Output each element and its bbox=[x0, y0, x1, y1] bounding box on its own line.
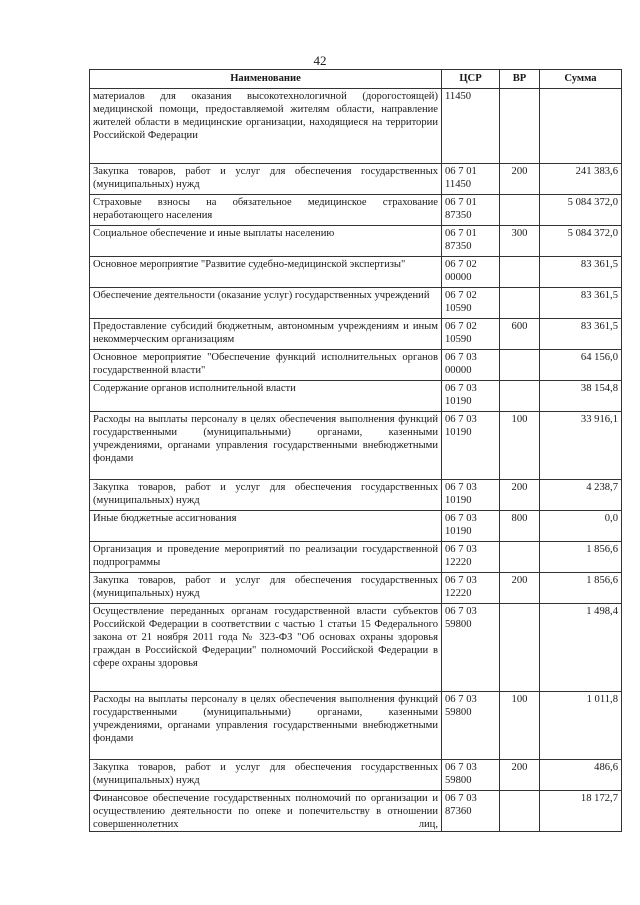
row-name: Страховые взносы на обязательное медицинское страхование неработающего населения bbox=[90, 195, 442, 226]
table-row bbox=[90, 692, 622, 760]
table-row bbox=[90, 195, 622, 226]
table-row bbox=[90, 511, 622, 542]
row-sum: 5 084 372,0 bbox=[540, 226, 622, 257]
row-sum: 1 856,6 bbox=[540, 573, 622, 604]
row-name: Закупка товаров, работ и услуг для обеспечения государственных (муниципальных) нужд bbox=[90, 164, 442, 195]
row-vr bbox=[500, 257, 540, 288]
row-csr: 06 7 03 10190 bbox=[442, 412, 500, 480]
table-row bbox=[90, 573, 622, 604]
row-csr: 06 7 03 10190 bbox=[442, 480, 500, 511]
row-name: Расходы на выплаты персоналу в целях обеспечения выполнения функций государственными (муниципальными) органами, казенными учреждениями, органами управления государственными внебюджетными фондами bbox=[90, 412, 442, 480]
row-vr bbox=[500, 89, 540, 164]
table-row bbox=[90, 257, 622, 288]
table-row bbox=[90, 350, 622, 381]
row-csr: 06 7 03 10190 bbox=[442, 511, 500, 542]
row-name: Осуществление переданных органам государственной власти субъектов Российской Федерации в соответствии с частью 1 статьи 15 Федерального закона от 21 ноября 2011 года № 323-ФЗ "Об основах охраны здоровья граждан в Российской Федерации" полномочий Российской Федерации в сфере охраны здоровья bbox=[90, 604, 442, 692]
row-vr: 300 bbox=[500, 226, 540, 257]
row-vr: 200 bbox=[500, 760, 540, 791]
row-sum: 83 361,5 bbox=[540, 319, 622, 350]
row-csr: 06 7 01 87350 bbox=[442, 195, 500, 226]
budget-table bbox=[89, 69, 622, 832]
row-csr: 06 7 03 87360 bbox=[442, 791, 500, 832]
row-sum: 241 383,6 bbox=[540, 164, 622, 195]
row-vr bbox=[500, 791, 540, 832]
row-name: Закупка товаров, работ и услуг для обеспечения государственных (муниципальных) нужд bbox=[90, 480, 442, 511]
row-name: Организация и проведение мероприятий по реализации государственной подпрограммы bbox=[90, 542, 442, 573]
row-csr: 06 7 02 00000 bbox=[442, 257, 500, 288]
table-row bbox=[90, 604, 622, 692]
row-csr: 06 7 03 10190 bbox=[442, 381, 500, 412]
table-row bbox=[90, 381, 622, 412]
row-csr: 06 7 02 10590 bbox=[442, 288, 500, 319]
row-sum: 4 238,7 bbox=[540, 480, 622, 511]
row-sum: 83 361,5 bbox=[540, 288, 622, 319]
row-vr bbox=[500, 604, 540, 692]
row-name: Иные бюджетные ассигнования bbox=[90, 511, 442, 542]
row-csr: 06 7 01 11450 bbox=[442, 164, 500, 195]
row-vr: 200 bbox=[500, 164, 540, 195]
table-row bbox=[90, 480, 622, 511]
header-csr: ЦСР bbox=[442, 70, 500, 89]
row-sum: 1 011,8 bbox=[540, 692, 622, 760]
row-sum: 1 856,6 bbox=[540, 542, 622, 573]
row-csr: 06 7 03 12220 bbox=[442, 573, 500, 604]
page-number: 42 bbox=[313, 53, 327, 68]
row-vr bbox=[500, 195, 540, 226]
row-csr: 06 7 01 87350 bbox=[442, 226, 500, 257]
row-name: Закупка товаров, работ и услуг для обеспечения государственных (муниципальных) нужд bbox=[90, 760, 442, 791]
row-sum: 83 361,5 bbox=[540, 257, 622, 288]
row-sum bbox=[540, 89, 622, 164]
row-sum: 0,0 bbox=[540, 511, 622, 542]
row-csr: 11450 bbox=[442, 89, 500, 164]
row-csr: 06 7 02 10590 bbox=[442, 319, 500, 350]
table-row bbox=[90, 412, 622, 480]
row-sum: 33 916,1 bbox=[540, 412, 622, 480]
row-sum: 64 156,0 bbox=[540, 350, 622, 381]
table-row bbox=[90, 226, 622, 257]
header-vr: ВР bbox=[500, 70, 540, 89]
row-vr bbox=[500, 288, 540, 319]
row-name: Социальное обеспечение и иные выплаты населению bbox=[90, 226, 442, 257]
row-name: Содержание органов исполнительной власти bbox=[90, 381, 442, 412]
table-row bbox=[90, 164, 622, 195]
row-csr: 06 7 03 59800 bbox=[442, 692, 500, 760]
header-name: Наименование bbox=[90, 70, 442, 89]
row-vr: 200 bbox=[500, 573, 540, 604]
table-row bbox=[90, 542, 622, 573]
row-sum: 18 172,7 bbox=[540, 791, 622, 832]
row-vr: 200 bbox=[500, 480, 540, 511]
header-sum: Сумма bbox=[540, 70, 622, 89]
row-csr: 06 7 03 59800 bbox=[442, 604, 500, 692]
table-row bbox=[90, 319, 622, 350]
row-sum: 1 498,4 bbox=[540, 604, 622, 692]
row-name: Финансовое обеспечение государственных полномочий по организации и осуществлению деятельности по опеке и попечительству в отношении совершеннолетних лиц, bbox=[90, 791, 442, 832]
table-row bbox=[90, 791, 622, 832]
row-sum: 486,6 bbox=[540, 760, 622, 791]
row-csr: 06 7 03 59800 bbox=[442, 760, 500, 791]
table-row bbox=[90, 288, 622, 319]
row-vr bbox=[500, 381, 540, 412]
row-csr: 06 7 03 00000 bbox=[442, 350, 500, 381]
row-name: Основное мероприятие "Обеспечение функций исполнительных органов государственной власти" bbox=[90, 350, 442, 381]
table-row bbox=[90, 89, 622, 164]
row-name: Закупка товаров, работ и услуг для обеспечения государственных (муниципальных) нужд bbox=[90, 573, 442, 604]
row-vr: 100 bbox=[500, 412, 540, 480]
row-name: Основное мероприятие "Развитие судебно-медицинской экспертизы" bbox=[90, 257, 442, 288]
row-vr: 100 bbox=[500, 692, 540, 760]
row-name: Расходы на выплаты персоналу в целях обеспечения выполнения функций государственными (муниципальными) органами, казенными учреждениями, органами управления государственными внебюджетными фондами bbox=[90, 692, 442, 760]
row-name: материалов для оказания высокотехнологичной (дорогостоящей) медицинской помощи, предоставляемой жителям области, направление жителей области в медицинские организации, находящиеся на территории Российской Федерации bbox=[90, 89, 442, 164]
row-sum: 5 084 372,0 bbox=[540, 195, 622, 226]
row-sum: 38 154,8 bbox=[540, 381, 622, 412]
row-vr: 600 bbox=[500, 319, 540, 350]
row-vr bbox=[500, 350, 540, 381]
row-vr bbox=[500, 542, 540, 573]
row-csr: 06 7 03 12220 bbox=[442, 542, 500, 573]
row-name: Обеспечение деятельности (оказание услуг) государственных учреждений bbox=[90, 288, 442, 319]
row-name: Предоставление субсидий бюджетным, автономным учреждениям и иным некоммерческим организациям bbox=[90, 319, 442, 350]
table-row bbox=[90, 760, 622, 791]
table-header-row bbox=[90, 70, 622, 89]
row-vr: 800 bbox=[500, 511, 540, 542]
